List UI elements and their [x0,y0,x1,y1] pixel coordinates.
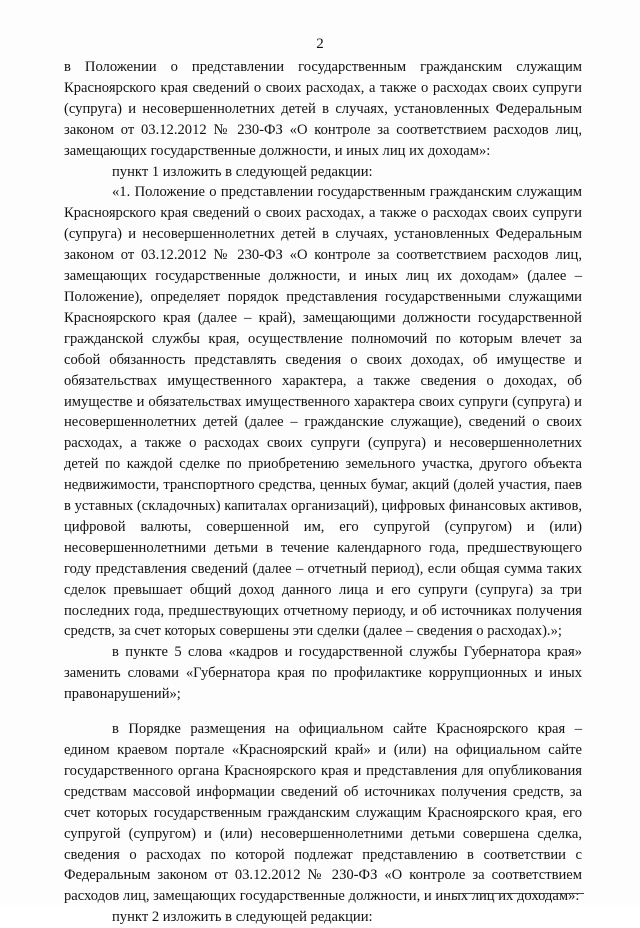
document-body [64,57,582,928]
paragraph-positions-intro: в Положении о представлении государственным гражданским служащим Красноярского края сведений о своих расходах, а также о расходах своих супруги (супруга) и несовершеннолетних детей в случаях, установленных Федеральным законом от 03.12.2012 № 230-ФЗ «О контроле за соответствием расходов лиц, замещающих государственные должности, и иных лиц их доходам»: [64,59,582,159]
paragraph-procedure-intro: в Порядке размещения на официальном сайте Красноярского края – едином краевом портале «Красноярский край» и (или) на официальном сайте государственного органа Красноярского края и представления для опубликования средствам массовой информации сведений об источниках получения средств, за счет которых государственным гражданским служащим Красноярского края, его супругой (супругом) и (или) несовершеннолетними детьми совершена сделка, сведения о расходах по которой подлежат представлению в соответствии с Федеральным законом от 03.12.2012 № 230-ФЗ «О контроле за соответствием расходов лиц, замещающих государственные должности, и иных лиц их доходам»: [64,721,582,905]
page-number: 2 [316,36,324,52]
footer-rule [452,893,584,894]
paragraph-point-5-amendment: в пункте 5 слова «кадров и государственной службы Губернатора края» заменить словами «Губернатора края по профилактике коррупционных и иных правонарушений»; [64,644,582,703]
paragraph-point-1-instruction: пункт 1 изложить в следующей редакции: [112,163,373,180]
paragraph-point-2-instruction: пункт 2 изложить в следующей редакции: [112,909,373,926]
paragraph-point-1-text: «1. Положение о представлении государственным гражданским служащим Красноярского края сведений о своих расходах, а также о расходах своих супруги (супруга) и несовершеннолетних детей в случаях, установленных Федеральным законом от 03.12.2012 № 230-ФЗ «О контроле за соответствием расходов лиц, замещающих государственные должности, и иных лиц их доходам» (далее – Положение), определяет порядок представления государственными служащими Красноярского края (далее – край), замещающими должности государственной гражданской службы края, осуществление полномочий по которым влечет за собой обязанность представлять сведения о своих доходах, об имуществе и обязательствах имущественного характера, а также сведения о доходах, об имуществе и обязательствах имущественного характера своих супруги (супруга) и несовершеннолетних детей (далее – гражданские служащие), сведений о своих расходах, а также о расходах своих супруги (супруга) и несовершеннолетних детей по каждой сделке по приобретению земельного участка, другого объекта недвижимости, транспортного средства, ценных бумаг, акций (долей участия, паев в уставных (складочных) капиталах организаций), цифровых финансовых активов, цифровой валюты, совершенной им, его супругой (супругом) и (или) несовершеннолетними детьми в течение календарного года, предшествующего году представления сведений (далее – отчетный период), если общая сумма таких сделок превышает общий доход данного лица и его супруги (супруга) за три последних года, предшествующих отчетному периоду, и об источниках получения средств, за счет которых совершены эти сделки (далее – сведения о расходах).»; [64,184,582,640]
